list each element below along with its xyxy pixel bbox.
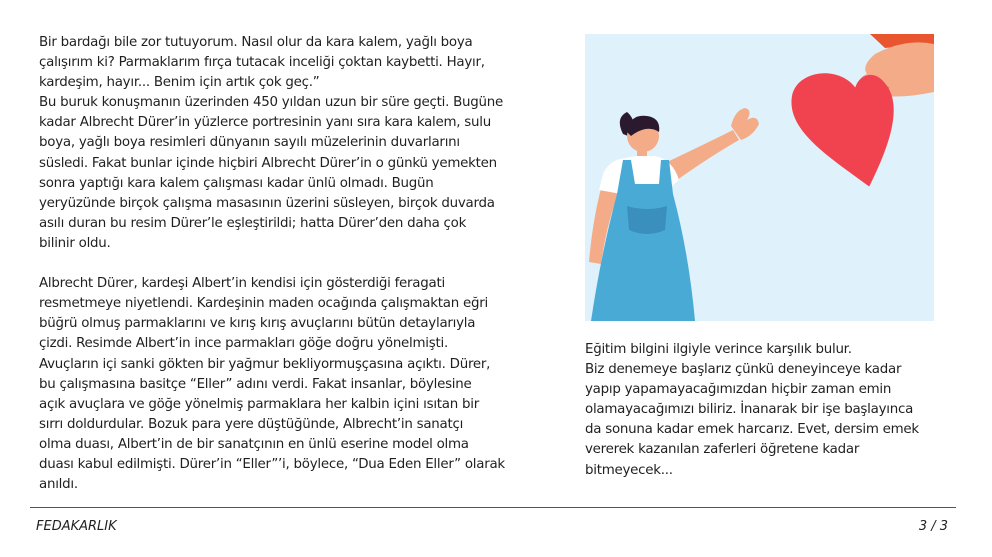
text-line: resmetmeye niyetlendi. Kardeşinin maden ocağında çalışmaktan eğri [39, 296, 488, 312]
text-line: sonra yaptığı kara kalem çalışması kadar ünlü olmadı. Bugün [39, 175, 434, 191]
text-line: yapıp yapamayacağımızdan hiçbir zaman emin [585, 382, 892, 398]
text-line: olamayacağımızı biliriz. İnanarak bir işe başlayınca [585, 402, 914, 418]
text-line: boya, yağlı boya resimleri dünyanın sayılı müzelerinin duvarlarını [39, 135, 460, 151]
text-line: Bu buruk konuşmanın üzerinden 450 yıldan uzun bir süre geçti. Bugüne [39, 95, 503, 111]
text-line: asılı duran bu resim Dürer’le eşleştirildi; hatta Dürer’den daha çok [39, 215, 467, 231]
text-line: duası kabul edilmişti. Dürer’in “Eller”’i, böylece, “Dua Eden Eller” olarak [39, 456, 505, 472]
paragraph-3 [585, 340, 955, 481]
text-line: kadar Albrecht Dürer’in yüzlerce portresinin yanı sıra kara kalem, sulu [39, 115, 491, 131]
text-line: bilinir oldu. [39, 235, 111, 251]
text-line: bu çalışmasına basitçe “Eller” adını verdi. Fakat insanlar, böylesine [39, 376, 472, 392]
footer-divider [30, 507, 956, 508]
illustration-girl-heart [585, 34, 934, 321]
text-line: Eğitim bilgini ilgiyle verince karşılık bulur. [585, 342, 852, 357]
text-line: da sonuna kadar emek harcarız. Evet, dersim emek [585, 422, 919, 438]
article-left-column [39, 33, 529, 515]
text-line: olma duası, Albert’in de bir sanatçının en ünlü eserine model olma [39, 436, 469, 452]
paragraph-2 [39, 274, 529, 495]
text-line: büğrü olmuş parmaklarını ve kırış kırış avuçlarını bütün detaylarıyla [39, 316, 476, 332]
text-line: Biz denemeye başlarız çünkü deneyinceye kadar [585, 362, 902, 378]
text-line: bitmeyecek... [585, 462, 673, 478]
girl-arm-raised [667, 130, 739, 180]
page-number: 3 / 3 [918, 519, 948, 534]
dress-pocket [627, 206, 667, 234]
text-line: süsledi. Fakat bunlar içinde hiçbiri Albrecht Dürer’in o günkü yemekten [39, 155, 497, 171]
text-line: çizdi. Resimde Albert’in ince parmakları göğe doğru yönelmişti. [39, 336, 448, 352]
text-line: sırrı doldurdular. Bozuk para yere düştüğünde, Albrecht’in sanatçı [39, 416, 464, 432]
text-line: açık avuçlara ve göğe yönelmiş parmaklara her kalbin içini ısıtan bir [39, 396, 479, 412]
text-line: kardeşim, hayır... Benim için artık çok geç.” [39, 75, 320, 91]
text-line: anıldı. [39, 477, 78, 493]
paragraph-1 [39, 33, 529, 254]
text-line: vererek kazanılan zaferleri öğretene kadar [585, 442, 860, 458]
text-line: yeryüzünde birçok çalışma masasının üzerini süsleyen, birçok duvarda [39, 195, 495, 211]
footer-title: FEDAKARLIK [36, 519, 117, 534]
text-line: çalışırım ki? Parmaklarım fırça tutacak inceliği çoktan kaybetti. Hayır, [39, 55, 485, 71]
text-line: Albrecht Dürer, kardeşi Albert’in kendisi için gösterdiği feragati [39, 276, 445, 292]
text-line: Avuçların içi sanki gökten bir yağmur bekliyormuşçasına açıktı. Dürer, [39, 356, 491, 372]
text-line: Bir bardağı bile zor tutuyorum. Nasıl olur da kara kalem, yağlı boya [39, 35, 473, 50]
article-right-column [585, 340, 955, 481]
illustration-svg [585, 34, 934, 321]
